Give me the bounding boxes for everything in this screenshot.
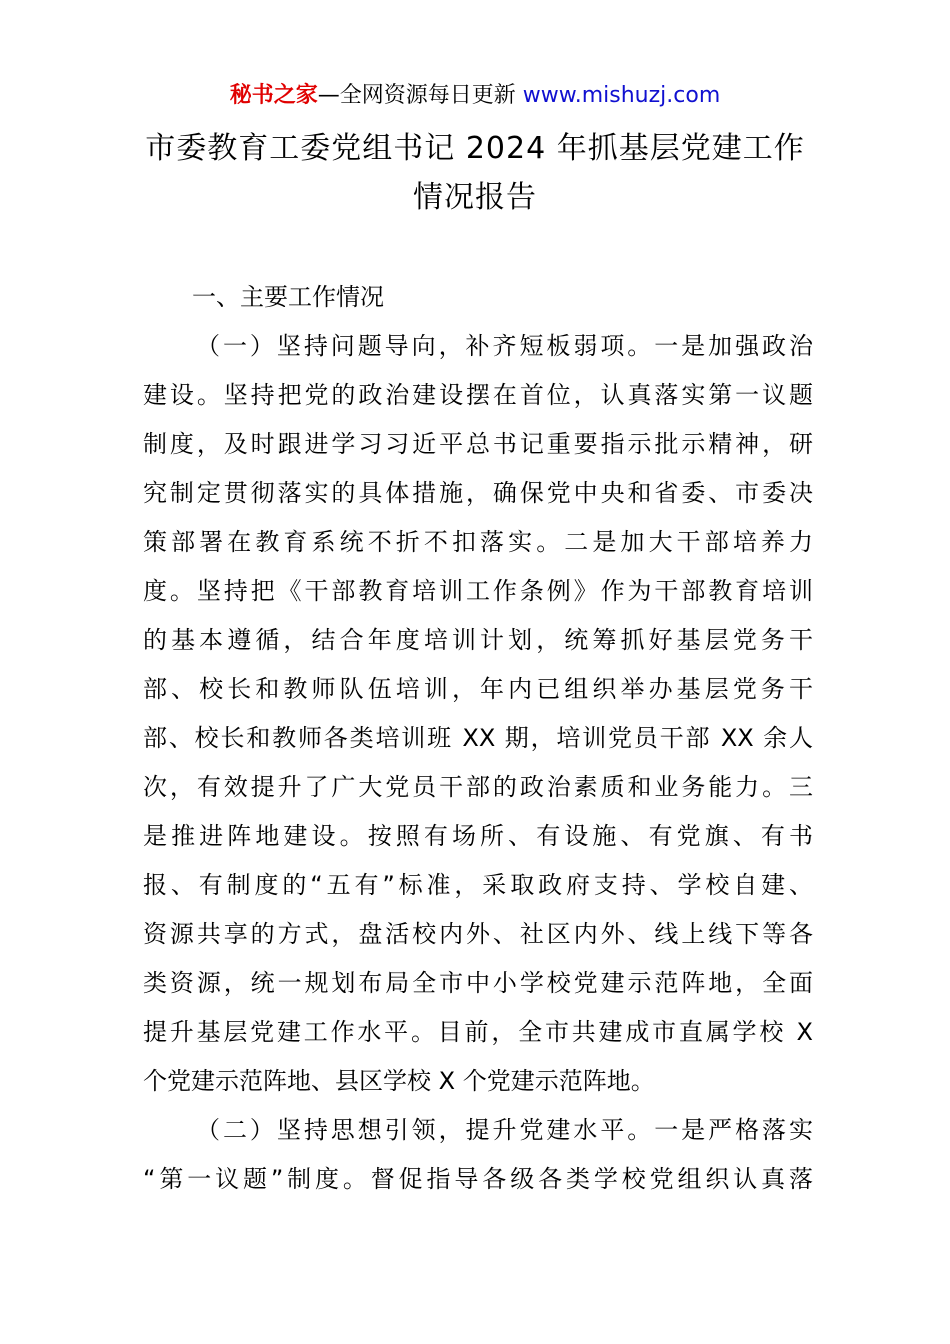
document-title [0,124,950,222]
paragraph-line: 资源共享的方式，盘活校内外、社区内外、线上线下等各 [143,920,813,948]
paragraph-line: 度。坚持把《干部教育培训工作条例》作为干部教育培训 [143,577,813,605]
paragraph-line: 策部署在教育系统不折不扣落实。二是加大干部培养力 [143,528,813,556]
paragraph-line: 的基本遵循，结合年度培训计划，统筹抓好基层党务干 [143,626,813,654]
paragraph-line-last: 个党建示范阵地、县区学校 X 个党建示范阵地。 [143,1067,655,1095]
title-line-1: 市委教育工委党组书记 2024 年抓基层党建工作 [145,131,805,166]
paragraph-line: 提升基层党建工作水平。目前，全市共建成市直属学校 X [143,1018,813,1046]
document-body [143,273,813,1204]
paragraph-line: 报、有制度的“五有”标准，采取政府支持、学校自建、 [143,871,813,899]
paragraph-line: （一）坚持问题导向，补齐短板弱项。一是加强政治 [196,332,813,360]
paragraph-2 [143,1106,813,1204]
brand-name: 秘书之家 [229,83,318,108]
paragraph-line: 究制定贯彻落实的具体措施，确保党中央和省委、市委决 [143,479,813,507]
section-heading: 一、主要工作情况 [192,283,384,311]
paragraph-line: 是推进阵地建设。按照有场所、有设施、有党旗、有书 [143,822,813,850]
paragraph-line: 类资源，统一规划布局全市中小学校党建示范阵地，全面 [143,969,813,997]
paragraph-line: 建设。坚持把党的政治建设摆在首位，认真落实第一议题 [143,381,813,409]
paragraph-line: （二）坚持思想引领，提升党建水平。一是严格落实 [196,1116,813,1144]
paragraph-line: 部、校长和教师各类培训班 XX 期，培训党员干部 XX 余人 [143,724,813,752]
header-tagline: —全网资源每日更新 [317,83,523,108]
title-line-2: 情况报告 [413,180,537,215]
paragraph-line: 制度，及时跟进学习习近平总书记重要指示批示精神，研 [143,430,813,458]
paragraph-line: “第一议题”制度。督促指导各级各类学校党组织认真落 [143,1165,813,1193]
paragraph-line: 部、校长和教师队伍培训，年内已组织举办基层党务干 [143,675,813,703]
site-header [0,80,950,112]
site-url-link[interactable]: www.mishuzj.com [522,83,721,108]
paragraph-line: 次，有效提升了广大党员干部的政治素质和业务能力。三 [143,773,813,801]
paragraph-1 [143,322,813,1106]
